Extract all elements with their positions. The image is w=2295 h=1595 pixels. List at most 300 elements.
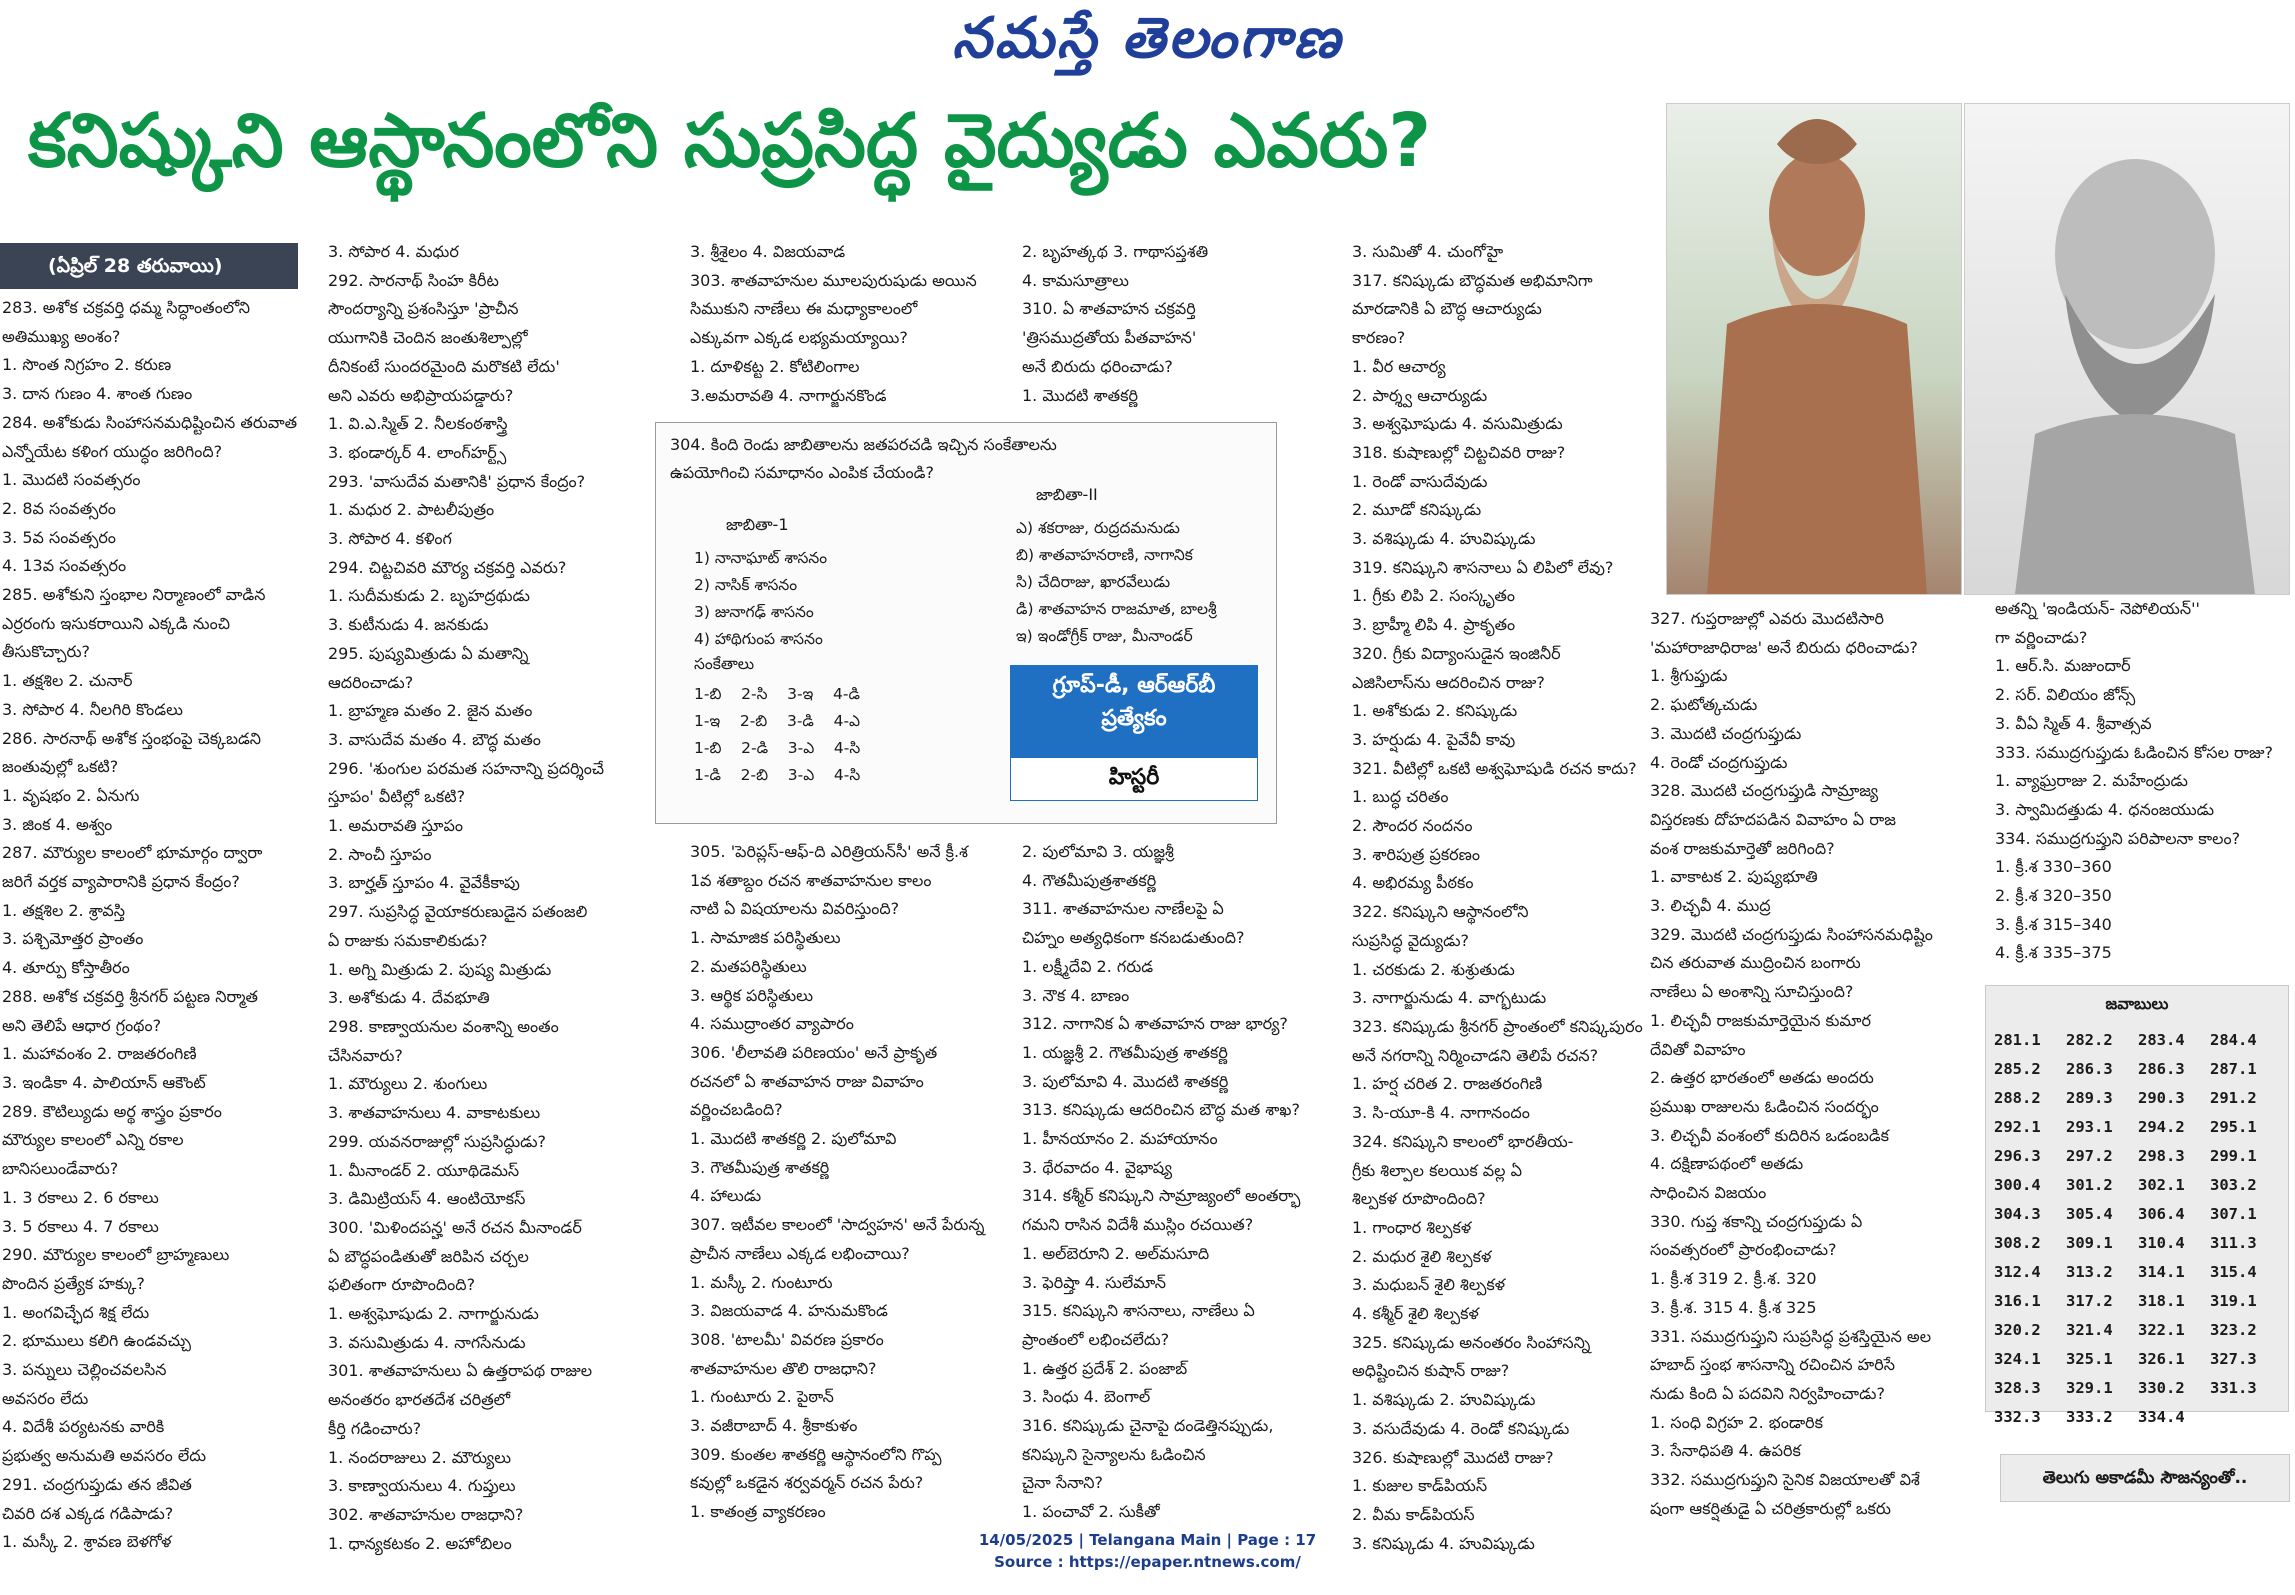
- answer-cell: 322.1: [2138, 1320, 2185, 1339]
- answer-cell: 300.4: [1994, 1175, 2041, 1194]
- text-line: 3. కనిష్కుడు 4. హువిష్కుడు: [1352, 1533, 1535, 1553]
- text-line: 3. వీఏ స్మిత్ 4. శ్రీవాత్సవ: [1995, 713, 2152, 733]
- text-line: 1. వృషభం 2. ఏనుగు: [2, 785, 140, 805]
- text-line: అని ఎవరు అభిప్రాయపడ్డారు?: [328, 385, 514, 405]
- answer-key: [1985, 985, 2289, 1426]
- text-line: 293. 'వాసుదేవ మతానికి' ప్రధాన కేంద్రం?: [328, 471, 586, 491]
- text-line: మారడానికి ఏ బౌద్ధ ఆచార్యుడు: [1352, 299, 1542, 319]
- text-line: 4. తూర్పు కోస్తాతీరం: [2, 958, 130, 978]
- answer-cell: 329.1: [2066, 1378, 2113, 1397]
- answer-cell: 333.2: [2066, 1407, 2113, 1426]
- text-line: 1. క్రీ.శ 319 2. క్రీ.శ. 320: [1650, 1269, 1817, 1289]
- text-line: బానిసలుండేవారు?: [2, 1159, 119, 1179]
- answer-row: [1994, 1112, 2282, 1141]
- answer-cell: 324.1: [1994, 1349, 2041, 1368]
- text-line: 1. అశోకుడు 2. కనిష్కుడు: [1352, 701, 1518, 721]
- text-line: 4. క్రీ.శ 335–375: [1995, 943, 2112, 963]
- answer-cell: 281.1: [1994, 1030, 2041, 1049]
- answer-cell: 293.1: [2066, 1117, 2113, 1136]
- text-line: 3. వసుమిత్రుడు 4. నాగసేనుడు: [328, 1332, 526, 1352]
- text-line: నాణేలు ఏ అంశాన్ని సూచిస్తుంది?: [1650, 982, 1854, 1002]
- text-line: 3. సేనాధిపతి 4. ఉపరిక: [1650, 1441, 1801, 1461]
- text-line: 1. మస్కీ 2. శ్రావణ బెళగోళ: [2, 1532, 172, 1552]
- text-line: 1. లిచ్ఛవీ రాజకుమార్తెయైన కుమార: [1650, 1010, 1871, 1030]
- text-line: ఫలితంగా రూపొందింది?: [328, 1275, 476, 1295]
- text-line: 4. రెండో చంద్రగుప్తుడు: [1650, 752, 1788, 772]
- text-line: 3. జింక 4. అశ్వం: [2, 814, 113, 834]
- answer-cell: 306.4: [2138, 1204, 2185, 1223]
- answer-cell: 286.3: [2138, 1059, 2185, 1078]
- text-line: 1) నానాఘాట్ శాసనం: [694, 549, 828, 567]
- answer-cell: 316.1: [1994, 1291, 2041, 1310]
- text-line: 1. మీనాండర్ 2. యూథిడెమస్: [328, 1160, 520, 1180]
- text-line: 1. యజ్ఞశ్రీ 2. గౌతమీపుత్ర శాతకర్ణి: [1022, 1042, 1228, 1062]
- portrait-illustration: [1965, 104, 2289, 594]
- text-line: గా వర్ణించాడు?: [1995, 627, 2088, 647]
- text-line: 312. నాగానిక ఏ శాతవాహన రాజు భార్య?: [1022, 1014, 1288, 1034]
- text-line: 4. సముద్రాంతర వ్యాపారం: [690, 1014, 854, 1034]
- answer-cell: 311.3: [2210, 1233, 2257, 1252]
- text-line: 1. కుజుల కాడ్‌పియస్: [1352, 1476, 1488, 1496]
- answer-row: [1994, 1228, 2282, 1257]
- text-line: 1. సుదీమకుడు 2. బృహద్రథుడు: [328, 586, 530, 606]
- text-line: 284. అశోకుడు సింహాసనమధిష్టించిన తరువాత: [2, 412, 298, 432]
- text-line: హబాద్ స్తంభ శాసనాన్ని రచించిన హరిసే: [1650, 1355, 1895, 1375]
- answer-row: [1994, 1199, 2282, 1228]
- text-line: 1-బి 2-సి 3-ఇ 4-డి: [694, 685, 860, 703]
- answer-cell: 308.2: [1994, 1233, 2041, 1252]
- text-line: ఆదరించాడు?: [328, 672, 414, 692]
- text-line: ఎ) శకరాజు, రుద్రదమనుడు: [1016, 519, 1180, 537]
- answer-cell: 303.2: [2210, 1175, 2257, 1194]
- text-line: 3. నాగార్జునుడు 4. వాగ్భటుడు: [1352, 988, 1547, 1008]
- text-line: 1. బ్రాహ్మణ మతం 2. జైన మతం: [328, 701, 533, 721]
- text-line: 1. మొదటి శాతకర్ణి: [1022, 385, 1138, 405]
- text-line: 2. సౌందర నందనం: [1352, 816, 1473, 836]
- text-line: 3. ఫెరిష్తా 4. సులేమాన్: [1022, 1272, 1166, 1292]
- text-line: 1. 3 రకాలు 2. 6 రకాలు: [2, 1187, 159, 1207]
- text-line: 3. సింధు 4. బెంగాల్: [1022, 1387, 1151, 1407]
- text-line: 3. డిమిట్రియస్ 4. ఆంటియోకస్: [328, 1189, 526, 1209]
- page-footer: [0, 1529, 2295, 1573]
- text-line: యుగానికి చెందిన జంతుశిల్పాల్లో: [328, 328, 528, 348]
- hippocrates-portrait: [1964, 103, 2290, 595]
- text-line: చేసినవారు?: [328, 1045, 403, 1065]
- text-line: డి) శాతవాహన రాజమాత, బాలశ్రీ: [1016, 600, 1217, 618]
- text-line: ప్రాంతంలో లభించలేదు?: [1022, 1329, 1170, 1349]
- answer-row: [1994, 1170, 2282, 1199]
- answer-cell: 292.1: [1994, 1117, 2041, 1136]
- answer-cell: 330.2: [2138, 1378, 2185, 1397]
- answer-cell: 299.1: [2210, 1146, 2257, 1165]
- text-line: 3. నౌక 4. బాణం: [1022, 985, 1130, 1005]
- text-line: 1. గుంటూరు 2. పైఠాన్: [690, 1387, 834, 1407]
- text-line: 1. బుద్ధ చరితం: [1352, 787, 1449, 807]
- column-3-bottom: [690, 838, 1020, 1527]
- text-line: రచనలో ఏ శాతవాహన రాజు వివాహం: [690, 1071, 924, 1091]
- text-line: శిల్పకళ రూపొందింది?: [1352, 1189, 1486, 1209]
- text-line: 3. బ్రాహ్మీ లిపి 4. ప్రాకృతం: [1352, 615, 1516, 635]
- column-7: [1995, 595, 2295, 968]
- text-line: 328. మొదటి చంద్రగుప్తుడి సామ్రాజ్య: [1650, 781, 1879, 801]
- text-line: 325. కనిష్కుడు అనంతరం సింహాసన్ని: [1352, 1332, 1591, 1352]
- text-line: కీర్తి గడించారు?: [328, 1418, 422, 1438]
- answer-cell: 307.1: [2210, 1204, 2257, 1223]
- text-line: చిహ్నం అత్యధికంగా కనబడుతుంది?: [1022, 928, 1245, 948]
- text-line: ఉపయోగించి సమాధానం ఎంపిక చేయండి?: [670, 463, 934, 482]
- codes-label: [694, 651, 754, 678]
- text-line: 3) జునాగఢ్ శాసనం: [694, 603, 814, 621]
- text-line: 322. కనిష్కుని ఆస్థానంలోని: [1352, 902, 1529, 922]
- text-line: 305. 'పెరిప్లస్-ఆఫ్-ది ఎరిత్రియన్‌సీ' అనే క్రీ.శ: [690, 842, 968, 861]
- text-line: ఎక్కువగా ఎక్కడ లభ్యమయ్యాయి?: [690, 328, 908, 348]
- text-line: 3. వశిష్కుడు 4. హువిష్కుడు: [1352, 529, 1536, 549]
- text-line: 3. స్వామిదత్తుడు 4. ధనంజయుడు: [1995, 799, 2215, 819]
- text-line: 3. థేరవాదం 4. వైభాష్య: [1022, 1157, 1173, 1177]
- codes-list: [694, 681, 860, 789]
- column-6: [1650, 605, 1990, 1524]
- list-2-heading: జాబితా-II: [1036, 485, 1098, 504]
- text-line: 1-ఇ 2-బి 3-డి 4-ఎ: [694, 712, 861, 730]
- text-line: 1. మొదటి శాతకర్ణి 2. పులోమావి: [690, 1129, 897, 1149]
- text-line: ఎన్నోయేట కళింగ యుద్ధం జరిగింది?: [2, 441, 223, 461]
- text-line: 311. శాతవాహనుల నాణేలపై ఏ: [1022, 899, 1224, 919]
- text-line: చిన తరువాత ముద్రించిన బంగారు: [1650, 953, 1861, 973]
- text-line: 3. లిచ్ఛవీ 4. ముద్ర: [1650, 896, 1771, 916]
- text-line: 4. అభిరమ్య పీఠకం: [1352, 873, 1474, 893]
- answer-cell: 294.2: [2138, 1117, 2185, 1136]
- banner-line-2: ప్రత్యేకం: [1101, 706, 1167, 731]
- text-line: 3. ఇండికా 4. పాలియాన్ ఆకౌంట్: [2, 1072, 206, 1092]
- text-line: జంతువుల్లో ఒకటి?: [2, 757, 119, 777]
- text-line: 1-బి 2-డి 3-ఎ 4-సి: [694, 739, 861, 757]
- answer-cell: [2210, 1402, 2282, 1431]
- text-line: ప్రభుత్వ అనుమతి అవసరం లేదు: [2, 1446, 207, 1466]
- text-line: 1. అమరావతి స్తూపం: [328, 816, 463, 836]
- text-line: 1. వాకాటక 2. పుష్యభూతి: [1650, 867, 1818, 887]
- text-line: 1. దూళికట్ట 2. కోటిలింగాల: [690, 356, 860, 376]
- text-line: 288. అశోక చక్రవర్తి శ్రీనగర్ పట్టణ నిర్మాత: [2, 986, 258, 1006]
- answer-row: [1994, 1141, 2282, 1170]
- text-line: కవుల్లో ఒకడైన శర్వవర్మన్ రచన పేరు?: [690, 1473, 924, 1493]
- answer-row: [1994, 1054, 2282, 1083]
- text-line: 4. 13వ సంవత్సరం: [2, 556, 127, 576]
- text-line: 3. ఆర్థిక పరిస్థితులు: [690, 985, 814, 1005]
- text-line: 306. 'లీలావతి పరిణయం' అనే ప్రాకృత: [690, 1042, 938, 1062]
- text-line: 313. కనిష్కుడు ఆదరించిన బౌద్ధ మత శాఖ?: [1022, 1100, 1300, 1120]
- text-line: 4. దక్షిణాపథంలో అతడు: [1650, 1154, 1804, 1174]
- text-line: 2. మతపరిస్థితులు: [690, 956, 807, 976]
- text-line: 315. కనిష్కుని శాసనాలు, నాణేలు ఏ: [1022, 1301, 1255, 1321]
- answer-cell: 334.4: [2138, 1407, 2185, 1426]
- answer-cell: 314.1: [2138, 1262, 2185, 1281]
- text-line: 1. తక్షశిల 2. చునార్: [2, 671, 133, 691]
- text-line: ఏ బౌద్ధపండితుతో జరిపిన చర్చల: [328, 1246, 529, 1266]
- text-line: 4. కశ్మీర్ శైలి శిల్పకళ: [1352, 1304, 1479, 1324]
- text-line: 308. 'టాలమీ' వివరణ ప్రకారం: [690, 1329, 884, 1349]
- text-line: 3. లిచ్ఛవీ వంశంలో కుదిరిన ఒడంబడిక: [1650, 1125, 1890, 1145]
- answer-cell: 331.3: [2210, 1378, 2257, 1397]
- text-line: 1. అల్‌బెరూని 2. అల్‌మసూది: [1022, 1243, 1210, 1263]
- text-line: 1. సంధి విగ్రహ 2. భండారిక: [1650, 1412, 1824, 1432]
- text-line: 1. ఆర్.సి. మజుందార్: [1995, 656, 2131, 676]
- text-line: 290. మౌర్యుల కాలంలో బ్రాహ్మణులు: [2, 1245, 230, 1265]
- text-line: 330. గుప్త శకాన్ని చంద్రగుప్తుడు ఏ: [1650, 1211, 1863, 1231]
- text-line: 2. క్రీ.శ 320–350: [1995, 886, 2112, 906]
- text-line: 1. నందరాజులు 2. మౌర్యులు: [328, 1447, 512, 1467]
- answer-row: [1994, 1083, 2282, 1112]
- text-line: 286. సారనాథ్ అశోక స్తంభంపై చెక్కబడని: [2, 728, 262, 748]
- text-line: 324. కనిష్కుని కాలంలో భారతీయ-: [1352, 1131, 1574, 1151]
- text-line: సంవత్సరంలో ప్రారంభించాడు?: [1650, 1240, 1837, 1260]
- text-line: 1. అంగవిచ్ఛేద శిక్ష లేదు: [2, 1302, 150, 1322]
- answer-cell: 332.3: [1994, 1407, 2041, 1426]
- column-5: [1352, 238, 1647, 1558]
- text-line: 310. ఏ శాతవాహన చక్రవర్తి: [1022, 299, 1196, 319]
- text-line: 2. బృహత్కథ 3. గాథాసప్తశతి: [1022, 242, 1209, 261]
- answer-cell: 328.3: [1994, 1378, 2041, 1397]
- text-line: 1. వ్యాఘ్రరాజు 2. మహేంద్రుడు: [1995, 771, 2188, 791]
- text-line: 3. శారిపుత్ర ప్రకరణం: [1352, 844, 1480, 864]
- answer-cell: 291.2: [2210, 1088, 2257, 1107]
- text-line: నుడు కింది ఏ పదవిని నిర్వహించాడు?: [1650, 1383, 1885, 1403]
- text-line: 2. 8వ సంవత్సరం: [2, 498, 116, 518]
- text-line: 326. కుషాణుల్లో మొదటి రాజు?: [1352, 1447, 1554, 1467]
- column-2: [328, 238, 646, 1558]
- answer-cell: 289.3: [2066, 1088, 2113, 1107]
- text-line: 3. క్రీ.శ 315–340: [1995, 914, 2112, 934]
- text-line: 321. వీటిల్లో ఒకటి అశ్వఘోషుడి రచన కాదు?: [1352, 758, 1637, 778]
- text-line: 323. కనిష్కుడు శ్రీనగర్ ప్రాంతంలో కనిష్కపురం: [1352, 1016, 1643, 1036]
- text-line: 3. సోపార 4. మధుర: [328, 242, 459, 261]
- text-line: 3. 5వ సంవత్సరం: [2, 527, 116, 547]
- text-line: 3. భండార్కర్ 4. లాంగ్‌హర్ట్స్: [328, 442, 507, 462]
- text-line: 1. పంచావో 2. సుకీతో: [1022, 1502, 1160, 1522]
- text-line: 3. వసుదేవుడు 4. రెండో కనిష్కుడు: [1352, 1418, 1570, 1438]
- text-line: అనంతరం భారతదేశ చరిత్రలో: [328, 1390, 511, 1410]
- text-line: 294. చిట్టచివరి మౌర్య చక్రవర్తి ఎవరు?: [328, 557, 567, 577]
- text-line: 289. కౌటిల్యుడు అర్థ శాస్త్రం ప్రకారం: [2, 1101, 222, 1121]
- text-line: 303. శాతవాహనుల మూలపురుషుడు అయిన: [690, 270, 977, 290]
- text-line: 329. మొదటి చంద్రగుప్తుడు సింహాసనమధిష్టిం: [1650, 924, 1933, 944]
- text-line: ప్రముఖ రాజులను ఓడించిన సందర్భం: [1650, 1096, 1879, 1116]
- answer-cell: 287.1: [2210, 1059, 2257, 1078]
- answer-cell: 285.2: [1994, 1059, 2041, 1078]
- text-line: 283. అశోక చక్రవర్తి ధమ్మ సిద్ధాంతంలోని: [2, 298, 251, 317]
- answer-cell: 309.1: [2066, 1233, 2113, 1252]
- text-line: 307. ఇటీవల కాలంలో 'సాద్వహన' అనే పేరున్న: [690, 1215, 985, 1235]
- text-line: 3. సుమితో 4. చుంగోహై: [1352, 242, 1504, 261]
- text-line: 1. మహావంశం 2. రాజతరంగిణి: [2, 1044, 197, 1064]
- text-line: ఏ రాజుకు సమకాలికుడు?: [328, 930, 488, 950]
- text-line: 316. కనిష్కుడు చైనాపై దండెత్తినప్పుడు,: [1022, 1416, 1274, 1436]
- answer-cell: 319.1: [2210, 1291, 2257, 1310]
- text-line: 3. సోపార 4. నీలగిరి కొండలు: [2, 699, 183, 719]
- text-line: 285. అశోకుని స్తంభాల నిర్మాణంలో వాడిన: [2, 585, 266, 605]
- answer-cell: 326.1: [2138, 1349, 2185, 1368]
- text-line: 4. కామసూత్రాలు: [1022, 270, 1129, 290]
- answer-table: [1994, 1025, 2282, 1431]
- text-line: గ్రీకు శిల్పాల కలయిక వల్ల ఏ: [1352, 1160, 1522, 1180]
- answer-cell: 286.3: [2066, 1059, 2113, 1078]
- text-line: 1. గ్రీకు లిపి 2. సంస్కృతం: [1352, 586, 1515, 606]
- sage-statue-photo: [1666, 103, 1962, 595]
- answer-cell: 321.4: [2066, 1320, 2113, 1339]
- text-line: అవసరం లేదు: [2, 1388, 89, 1408]
- text-line: 3. సోపార 4. కళింగ: [328, 529, 452, 549]
- text-line: 302. శాతవాహనుల రాజధాని?: [328, 1504, 524, 1524]
- text-line: 1. మధుర 2. పాటలీపుత్రం: [328, 500, 495, 520]
- text-line: 1. వి.ఎ.స్మిత్ 2. నీలకంఠశాస్త్రి: [328, 414, 508, 434]
- text-line: 3. దాన గుణం 4. శాంత గుణం: [2, 384, 193, 404]
- text-line: నాటి ఏ విషయాలను వివరిస్తుంది?: [690, 899, 900, 919]
- text-line: 295. పుష్యమిత్రుడు ఏ మతాన్ని: [328, 643, 529, 663]
- text-line: 1. క్రీ.శ 330–360: [1995, 857, 2112, 877]
- text-line: కారణం?: [1352, 328, 1406, 348]
- answer-cell: 290.3: [2138, 1088, 2185, 1107]
- text-line: 2. సాంచీ స్తూపం: [328, 844, 432, 864]
- text-line: 3. కుటీనుడు 4. జనకుడు: [328, 615, 489, 635]
- text-line: 2. భూములు కలిగి ఉండవచ్చు: [2, 1331, 192, 1351]
- text-line: అతిముఖ్య అంశం?: [2, 326, 121, 346]
- text-line: 1-డి 2-బి 3-ఎ 4-సి: [694, 766, 861, 784]
- text-line: 3. బార్హత్ స్తూపం 4. వైవేకీకాపు: [328, 873, 520, 893]
- text-line: 1. వశిష్కుడు 2. హువిష్కుడు: [1352, 1390, 1536, 1410]
- answer-cell: 304.3: [1994, 1204, 2041, 1223]
- banner-top: [1010, 665, 1258, 757]
- text-line: జరిగే వర్తక వ్యాపారానికి ప్రధాన కేంద్రం?: [2, 872, 240, 892]
- text-line: స్తూపం' వీటిల్లో ఒకటి?: [328, 787, 466, 807]
- text-line: 3. వాసుదేవ మతం 4. బౌద్ధ మతం: [328, 729, 541, 749]
- text-line: 1. ఉత్తర ప్రదేశ్ 2. పంజాబ్: [1022, 1358, 1188, 1378]
- text-line: 1. కాతంత్ర వ్యాకరణం: [690, 1502, 826, 1522]
- match-question-intro: [670, 431, 1260, 487]
- answer-cell: 325.1: [2066, 1349, 2113, 1368]
- text-line: విస్తరణకు దోహదపడిన వివాహం ఏ రాజ: [1650, 809, 1896, 829]
- list-1: [694, 545, 827, 653]
- banner-subject: హిస్టరీ: [1010, 757, 1258, 801]
- text-line: 304. కింది రెండు జాబితాలను జతపరచడి ఇచ్చిన సంకేతాలను: [670, 435, 1057, 454]
- text-line: 3. క్రీ.శ. 315 4. క్రీ.శ 325: [1650, 1297, 1817, 1317]
- answer-cell: 323.2: [2210, 1320, 2257, 1339]
- text-line: 3. పశ్చిమోత్తర ప్రాంతం: [2, 929, 144, 949]
- column-4-bottom: [1022, 838, 1352, 1527]
- column-3-top: [690, 238, 1020, 410]
- text-line: అనే బిరుదు ధరించాడు?: [1022, 356, 1173, 376]
- answer-cell: 284.4: [2210, 1030, 2257, 1049]
- text-line: 3. విజయవాడ 4. హనుమకొండ: [690, 1301, 888, 1321]
- answer-row: [1994, 1344, 2282, 1373]
- answer-cell: 298.3: [2138, 1146, 2185, 1165]
- footer-date-line: 14/05/2025 | Telangana Main | Page : 17: [978, 1531, 1317, 1549]
- answer-cell: 320.2: [1994, 1320, 2041, 1339]
- text-line: 2. సర్. విలియం జోన్స్: [1995, 685, 2136, 705]
- text-line: 300. 'మిళిందపన్హ' అనే రచన మీనాండర్: [328, 1217, 582, 1237]
- text-line: 3. పులోమావి 4. మొదటి శాతకర్ణి: [1022, 1071, 1229, 1091]
- text-line: 287. మౌర్యుల కాలంలో భూమార్గం ద్వారా: [2, 843, 263, 863]
- text-line: 327. గుప్తరాజుల్లో ఎవరు మొదటిసారి: [1650, 609, 1884, 628]
- text-line: 2) నాసిక్ శాసనం: [694, 576, 798, 594]
- footer-source-line: Source : https://epaper.ntnews.com/: [994, 1553, 1301, 1571]
- column-1: [2, 294, 320, 1557]
- answer-row: [1994, 1315, 2282, 1344]
- answer-cell: 317.2: [2066, 1291, 2113, 1310]
- answer-row: [1994, 1257, 2282, 1286]
- text-line: 331. సముద్రగుప్తుని సుప్రసిద్ధ ప్రశస్తియైన అల: [1650, 1326, 1932, 1346]
- text-line: వర్ణించబడింది?: [690, 1100, 783, 1120]
- text-line: 297. సుప్రసిద్ధ వైయాకరుణుడైన పతంజలి: [328, 902, 588, 922]
- text-line: 4. విదేశీ పర్యటనకు వారికి: [2, 1417, 165, 1437]
- text-line: అనే నగరాన్ని నిర్మించాడని తెలిపే రచన?: [1352, 1045, 1599, 1065]
- text-line: అని తెలిపే ఆధార గ్రంథం?: [2, 1015, 162, 1035]
- text-line: 1. హీనయానం 2. మహాయానం: [1022, 1129, 1218, 1149]
- headline: కనిష్కుని ఆస్థానంలోని సుప్రసిద్ధ వైద్యుడు ఎవరు?: [28, 98, 1432, 184]
- text-line: 291. చంద్రగుప్తుడు తన జీవిత: [2, 1474, 192, 1494]
- text-line: ఇ) ఇండోగ్రీక్ రాజు, మీనాండర్: [1016, 627, 1193, 645]
- text-line: శాతవాహనుల తొలి రాజధాని?: [690, 1358, 877, 1378]
- text-line: మౌర్యుల కాలంలో ఎన్ని రకాల: [2, 1130, 184, 1150]
- text-line: 2. వీమ కాడ్‌పియస్: [1352, 1504, 1475, 1524]
- text-line: 2. పార్శ్వ ఆచార్యుడు: [1352, 385, 1488, 405]
- text-line: 1. అశ్వఘోషుడు 2. నాగార్జునుడు: [328, 1304, 539, 1324]
- text-line: 3. శాతవాహనులు 4. వాకాటకులు: [328, 1103, 541, 1123]
- text-line: 314. కశ్మీర్ కనిష్కుని సామ్రాజ్యంలో అంతర్భా: [1022, 1186, 1301, 1206]
- text-line: 318. కుషాణుల్లో చిట్టచివరి రాజు?: [1352, 442, 1566, 462]
- text-line: 3. కాణ్వాయనులు 4. గుప్తులు: [328, 1476, 516, 1496]
- text-line: సుప్రసిద్ధ వైద్యుడు?: [1352, 930, 1469, 950]
- text-line: 2. ఘటోత్కచుడు: [1650, 695, 1758, 715]
- text-line: ఎజిసిలాస్‌ను ఆదరించిన రాజు?: [1352, 672, 1545, 692]
- answer-cell: 283.4: [2138, 1030, 2185, 1049]
- text-line: 1. రెండో వాసుదేవుడు: [1352, 471, 1488, 491]
- column-4-top: [1022, 238, 1352, 410]
- text-line: 2. పులోమావి 3. యజ్ఞశ్రీ: [1022, 842, 1174, 861]
- text-line: 3. అశోకుడు 4. దేవభూతి: [328, 988, 490, 1008]
- text-line: 1. లక్ష్మీదేవి 2. గరుడ: [1022, 956, 1154, 976]
- text-line: 2. మధుర శైలి శిల్పకళ: [1352, 1246, 1492, 1266]
- answer-cell: 310.4: [2138, 1233, 2185, 1252]
- text-line: అధిష్టించిన కుషాన్ రాజు?: [1352, 1361, 1510, 1381]
- text-line: చివరి దశ ఎక్కడ గడిపాడు?: [2, 1503, 174, 1523]
- text-line: దేవితో వివాహం: [1650, 1039, 1746, 1059]
- text-line: 317. కనిష్కుడు బౌద్ధమత అభిమానిగా: [1352, 270, 1593, 290]
- text-line: 1. మస్కీ 2. గుంటూరు: [690, 1272, 833, 1292]
- text-line: చైనా సేనాని?: [1022, 1473, 1103, 1493]
- text-line: 2. ఉత్తర భారతంలో అతడు అందరు: [1650, 1068, 1874, 1088]
- text-line: 1వ శతాబ్దం రచన శాతవాహనుల కాలం: [690, 870, 932, 890]
- text-line: 'మహారాజాధిరాజ' అనే బిరుదు ధరించాడు?: [1650, 637, 1918, 657]
- text-line: దీనికంటే సుందరమైంది మరొకటి లేదు': [328, 356, 560, 376]
- text-line: 1. చరకుడు 2. శుశ్రుతుడు: [1352, 959, 1515, 979]
- answer-cell: 302.1: [2138, 1175, 2185, 1194]
- text-line: 1. శ్రీగుప్తుడు: [1650, 666, 1728, 686]
- answer-cell: 296.3: [1994, 1146, 2041, 1165]
- codes-title: సంకేతాలు: [694, 655, 755, 673]
- masthead-logo: నమస్తే తెలంగాణ: [952, 6, 1343, 71]
- text-line: 309. కుంతల శాతకర్ణి ఆస్థానంలోని గొప్ప: [690, 1444, 942, 1464]
- text-line: 'త్రిసముద్రతోయ పీతవాహన': [1022, 328, 1197, 348]
- text-line: 3. అశ్వఘోషుడు 4. వసుమిత్రుడు: [1352, 414, 1563, 434]
- answer-row: [1994, 1373, 2282, 1402]
- answer-cell: 295.1: [2210, 1117, 2257, 1136]
- text-line: 1. తక్షశిల 2. శ్రావస్తి: [2, 900, 125, 920]
- answer-cell: 305.4: [2066, 1204, 2113, 1223]
- text-line: సిముకుని నాణేలు ఈ మధ్యాకాలంలో: [690, 299, 918, 319]
- text-line: పొందిన ప్రత్యేక హక్కు?: [2, 1273, 145, 1293]
- text-line: ప్రాచీన నాణేలు ఎక్కడ లభించాయి?: [690, 1243, 910, 1263]
- text-line: సాధించిన విజయం: [1650, 1183, 1767, 1203]
- text-line: షంగా ఆకర్షితుడై ఏ చరిత్రకారుల్లో ఒకరు: [1650, 1498, 1891, 1518]
